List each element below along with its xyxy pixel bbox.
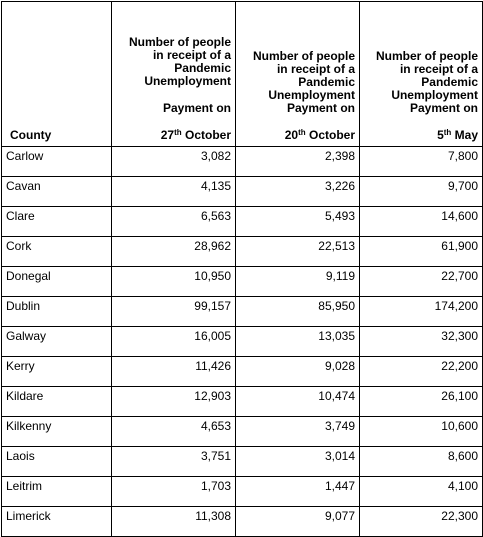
- table-row: [2, 477, 483, 507]
- oct20-cell: 22,513: [236, 237, 360, 267]
- county-cell: Dublin: [2, 297, 112, 327]
- oct27-header-desc: Number of people in receipt of a Pandemic Unemployment: [128, 35, 231, 88]
- oct27-cell: 10,950: [112, 267, 236, 297]
- may5-cell: 26,100: [360, 387, 483, 417]
- county-cell: Galway: [2, 327, 112, 357]
- oct27-header-month: October: [181, 128, 231, 142]
- county-cell: Kildare: [2, 387, 112, 417]
- county-cell: Carlow: [2, 147, 112, 177]
- table-row: [2, 147, 483, 177]
- oct27-cell: 12,903: [112, 387, 236, 417]
- may5-cell: 10,600: [360, 417, 483, 447]
- may5-cell: 61,900: [360, 237, 483, 267]
- may5-cell: 174,200: [360, 297, 483, 327]
- oct20-cell: 1,447: [236, 477, 360, 507]
- may5-cell: 14,600: [360, 207, 483, 237]
- oct27-header-prefix: Payment on: [162, 101, 231, 115]
- table-row: [2, 417, 483, 447]
- oct27-cell: 11,426: [112, 357, 236, 387]
- county-cell: Cavan: [2, 177, 112, 207]
- oct20-cell: 85,950: [236, 297, 360, 327]
- may5-cell: 8,600: [360, 447, 483, 477]
- may5-column-header: [360, 2, 483, 147]
- oct27-cell: 6,563: [112, 207, 236, 237]
- table-row: [2, 237, 483, 267]
- table-row: [2, 357, 483, 387]
- may5-header-day: 5: [437, 128, 444, 142]
- table-row: [2, 447, 483, 477]
- oct27-cell: 4,135: [112, 177, 236, 207]
- table-row: [2, 387, 483, 417]
- oct20-cell: 2,398: [236, 147, 360, 177]
- oct27-header-suffix: th: [174, 128, 182, 137]
- may5-cell: 32,300: [360, 327, 483, 357]
- may5-header-month: May: [451, 128, 478, 142]
- oct27-cell: 11,308: [112, 507, 236, 537]
- oct20-cell: 3,749: [236, 417, 360, 447]
- oct27-header-date: [116, 129, 231, 142]
- table-row: [2, 507, 483, 537]
- county-cell: Donegal: [2, 267, 112, 297]
- oct27-cell: 3,082: [112, 147, 236, 177]
- oct27-cell: 16,005: [112, 327, 236, 357]
- county-cell: Kerry: [2, 357, 112, 387]
- oct20-header-day: 20: [284, 128, 299, 142]
- county-cell: Laois: [2, 447, 112, 477]
- oct20-header-month: October: [305, 128, 355, 142]
- county-cell: Clare: [2, 207, 112, 237]
- oct20-cell: 9,119: [236, 267, 360, 297]
- oct20-header-prefix: Payment on: [286, 101, 355, 115]
- may5-header-date: [364, 129, 478, 142]
- oct20-header-suffix: th: [298, 128, 306, 137]
- pup-by-county-table: [1, 1, 483, 537]
- oct27-column-header: [112, 2, 236, 147]
- county-column-header: County: [2, 2, 112, 147]
- oct27-cell: 99,157: [112, 297, 236, 327]
- oct20-cell: 10,474: [236, 387, 360, 417]
- oct20-header-date: [240, 129, 355, 142]
- county-cell: Cork: [2, 237, 112, 267]
- may5-cell: 7,800: [360, 147, 483, 177]
- oct27-cell: 1,703: [112, 477, 236, 507]
- may5-cell: 22,700: [360, 267, 483, 297]
- oct27-header-day: 27: [160, 128, 175, 142]
- oct20-header-desc: Number of people in receipt of a Pandemic Unemployment: [252, 49, 355, 102]
- table-row: [2, 297, 483, 327]
- may5-header-suffix: th: [443, 128, 452, 137]
- oct20-cell: 3,226: [236, 177, 360, 207]
- oct20-cell: 13,035: [236, 327, 360, 357]
- oct27-cell: 28,962: [112, 237, 236, 267]
- table-row: [2, 327, 483, 357]
- county-cell: Leitrim: [2, 477, 112, 507]
- table-row: [2, 207, 483, 237]
- may5-header-desc: Number of people in receipt of a Pandemic Unemployment: [375, 49, 478, 102]
- county-cell: Kilkenny: [2, 417, 112, 447]
- oct27-cell: 4,653: [112, 417, 236, 447]
- may5-header-prefix: Payment on: [409, 101, 478, 115]
- oct20-cell: 9,077: [236, 507, 360, 537]
- may5-cell: 4,100: [360, 477, 483, 507]
- header-row: [2, 2, 483, 147]
- table-row: [2, 177, 483, 207]
- may5-cell: 22,200: [360, 357, 483, 387]
- table-row: [2, 267, 483, 297]
- oct20-cell: 5,493: [236, 207, 360, 237]
- oct27-cell: 3,751: [112, 447, 236, 477]
- oct20-cell: 9,028: [236, 357, 360, 387]
- may5-cell: 9,700: [360, 177, 483, 207]
- may5-cell: 22,300: [360, 507, 483, 537]
- oct20-column-header: [236, 2, 360, 147]
- oct20-cell: 3,014: [236, 447, 360, 477]
- county-cell: Limerick: [2, 507, 112, 537]
